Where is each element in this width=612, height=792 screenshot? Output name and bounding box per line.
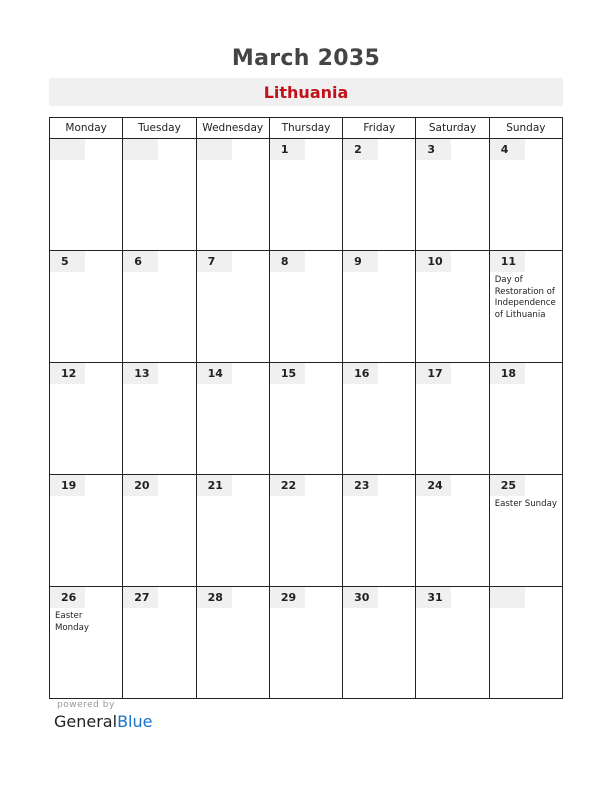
weekday-saturday: Saturday <box>416 118 489 139</box>
day-number: 10 <box>416 251 451 272</box>
powered-by-label: powered by <box>57 700 115 710</box>
day-cell <box>123 587 196 699</box>
day-cell <box>416 251 489 363</box>
day-number: 16 <box>343 363 378 384</box>
day-cell <box>123 251 196 363</box>
day-number: 17 <box>416 363 451 384</box>
day-number: 12 <box>50 363 85 384</box>
day-number: 18 <box>490 363 525 384</box>
week-row <box>50 587 563 699</box>
day-cell <box>489 251 562 363</box>
weekday-tuesday: Tuesday <box>123 118 196 139</box>
day-cell <box>343 251 416 363</box>
holiday-label: Day of Restoration of Independence of Lithuania <box>494 275 556 320</box>
day-cell <box>489 139 562 251</box>
day-cell <box>50 587 123 699</box>
day-number <box>197 139 232 160</box>
day-cell <box>416 139 489 251</box>
day-number: 24 <box>416 475 451 496</box>
day-number: 29 <box>270 587 305 608</box>
week-row <box>50 363 563 475</box>
brand-logo[interactable] <box>54 712 152 731</box>
day-number: 26 <box>50 587 85 608</box>
weekday-monday: Monday <box>50 118 123 139</box>
day-number: 30 <box>343 587 378 608</box>
day-cell <box>196 475 269 587</box>
day-cell <box>269 363 342 475</box>
brand-general-text: General <box>54 712 118 731</box>
day-cell <box>269 139 342 251</box>
day-cell-empty <box>50 139 123 251</box>
day-cell <box>489 475 562 587</box>
day-number <box>50 139 85 160</box>
day-number: 15 <box>270 363 305 384</box>
day-cell <box>416 475 489 587</box>
day-cell <box>489 363 562 475</box>
day-cell <box>269 251 342 363</box>
day-number: 2 <box>343 139 378 160</box>
day-number: 22 <box>270 475 305 496</box>
day-cell <box>343 363 416 475</box>
day-number: 31 <box>416 587 451 608</box>
day-number: 8 <box>270 251 305 272</box>
week-row <box>50 475 563 587</box>
weekday-thursday: Thursday <box>269 118 342 139</box>
day-number: 6 <box>123 251 158 272</box>
day-number: 1 <box>270 139 305 160</box>
day-cell <box>123 363 196 475</box>
day-number: 11 <box>490 251 525 272</box>
day-number: 4 <box>490 139 525 160</box>
day-number: 20 <box>123 475 158 496</box>
day-cell <box>123 475 196 587</box>
day-number: 5 <box>50 251 85 272</box>
day-number: 27 <box>123 587 158 608</box>
day-number <box>490 587 525 608</box>
day-cell <box>50 251 123 363</box>
day-cell-empty <box>489 587 562 699</box>
day-cell <box>196 363 269 475</box>
day-number: 14 <box>197 363 232 384</box>
day-cell <box>269 587 342 699</box>
brand-blue-text: Blue <box>117 712 153 731</box>
day-number <box>123 139 158 160</box>
weekday-header-row <box>50 118 563 139</box>
day-cell <box>416 587 489 699</box>
country-banner <box>49 78 563 106</box>
week-row <box>50 251 563 363</box>
holiday-label: Easter Sunday <box>494 499 557 509</box>
day-cell <box>269 475 342 587</box>
day-number: 19 <box>50 475 85 496</box>
page-title: March 2035 <box>231 46 381 71</box>
day-number: 21 <box>197 475 232 496</box>
day-cell <box>416 363 489 475</box>
holiday-label: Easter Monday <box>55 611 89 633</box>
day-number: 7 <box>197 251 232 272</box>
day-number: 23 <box>343 475 378 496</box>
day-cell <box>343 475 416 587</box>
day-number: 28 <box>197 587 232 608</box>
day-number: 3 <box>416 139 451 160</box>
calendar-grid <box>49 117 563 699</box>
day-cell <box>50 363 123 475</box>
weekday-wednesday: Wednesday <box>196 118 269 139</box>
day-cell <box>196 587 269 699</box>
day-cell-empty <box>123 139 196 251</box>
day-number: 25 <box>490 475 525 496</box>
day-cell <box>196 251 269 363</box>
day-cell-empty <box>196 139 269 251</box>
day-cell <box>343 587 416 699</box>
week-row <box>50 139 563 251</box>
weekday-friday: Friday <box>343 118 416 139</box>
day-number: 13 <box>123 363 158 384</box>
day-cell <box>343 139 416 251</box>
day-cell <box>50 475 123 587</box>
country-name: Lithuania <box>263 83 349 102</box>
day-number: 9 <box>343 251 378 272</box>
weekday-sunday: Sunday <box>489 118 562 139</box>
